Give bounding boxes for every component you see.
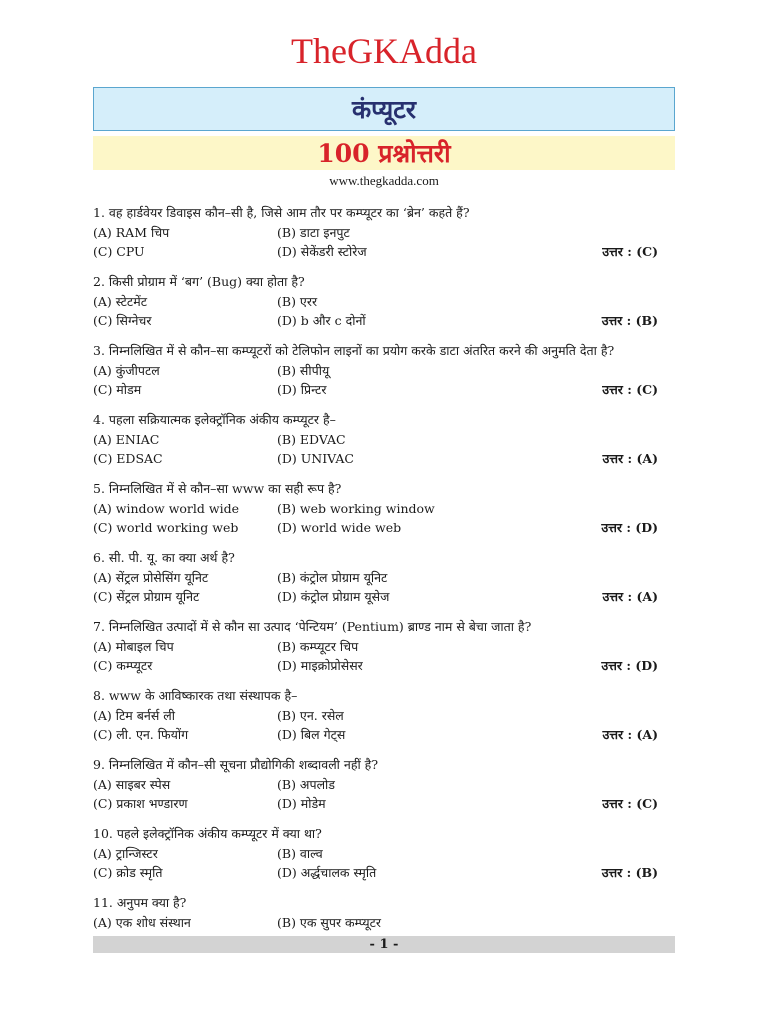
option-d: (D) प्रिन्टर [277, 382, 327, 397]
option-a: (A) स्टेटमेंट [93, 293, 147, 309]
answer-label: उत्तर : (D) [601, 520, 658, 535]
question-text: 1. वह हार्डवेयर डिवाइस कौन–सी है, जिसे आम तौर पर कम्प्यूटर का ‘ब्रेन’ कहते हैं? [93, 205, 470, 220]
option-a: (A) ENIAC [93, 431, 160, 447]
option-b: (B) एन. रसेल [277, 707, 344, 723]
answer-label: उत्तर : (B) [601, 313, 658, 328]
option-d: (D) UNIVAC [277, 451, 354, 466]
option-c: (C) EDSAC [93, 451, 163, 466]
option-c: (C) कम्प्यूटर [93, 658, 153, 673]
option-d: (D) सेकेंडरी स्टोरेज [277, 244, 367, 259]
option-b: (B) सीपीयू [277, 362, 330, 378]
option-d: (D) बिल गेट्स [277, 727, 346, 742]
option-c: (C) ली. एन. फियोंग [93, 727, 189, 742]
option-a: (A) मोबाइल चिप [93, 638, 174, 654]
question-block [93, 686, 673, 745]
option-b: (B) कंट्रोल प्रोग्राम यूनिट [277, 569, 388, 585]
option-d: (D) माइक्रोप्रोसेसर [277, 658, 363, 673]
option-b: (B) डाटा इनपुट [277, 224, 350, 240]
option-b: (B) अपलोड [277, 776, 335, 792]
answer-label: उत्तर : (D) [601, 658, 658, 673]
question-block [93, 272, 673, 331]
question-text: 6. सी. पी. यू. का क्या अर्थ है? [93, 550, 235, 565]
question-block [93, 479, 673, 538]
option-c: (C) मोडम [93, 382, 142, 397]
answer-label: उत्तर : (A) [602, 727, 658, 742]
question-block [93, 203, 673, 262]
question-text: 7. निम्नलिखित उत्पादों में से कौन सा उत्पाद ‘पेन्टियम’ (Pentium) ब्राण्ड नाम से बेचा जाता है? [93, 619, 532, 634]
page-subtitle [93, 136, 675, 170]
question-block [93, 617, 673, 676]
page-title-text: कंप्यूटर [351, 95, 417, 124]
question-block [93, 410, 673, 469]
page-subtitle-text: 100 प्रश्नोत्तरी [317, 139, 451, 168]
option-c: (C) world working web [93, 520, 239, 535]
option-a: (A) साइबर स्पेस [93, 776, 171, 792]
question-block [93, 341, 673, 400]
option-a: (A) कुंजीपटल [93, 362, 160, 378]
option-c: (C) प्रकाश भण्डारण [93, 796, 188, 811]
answer-label: उत्तर : (A) [602, 589, 658, 604]
question-text: 5. निम्नलिखित में से कौन–सा www का सही रूप है? [93, 481, 342, 496]
option-c: (C) सिग्नेचर [93, 313, 152, 328]
option-c: (C) क्रोड स्मृति [93, 865, 163, 880]
question-block [93, 824, 673, 883]
answer-label: उत्तर : (C) [602, 244, 658, 259]
page-number: - 1 - [93, 936, 675, 953]
option-a: (A) एक शोध संस्थान [93, 914, 191, 930]
question-text: 3. निम्नलिखित में से कौन–सा कम्प्यूटरों को टेलिफोन लाइनों का प्रयोग करके डाटा अंतरित करने की अनुमति देता है? [93, 343, 615, 358]
option-a: (A) window world wide [93, 500, 239, 516]
answer-label: उत्तर : (B) [601, 865, 658, 880]
question-text: 11. अनुपम क्या है? [93, 895, 187, 910]
question-block [93, 548, 673, 607]
option-d: (D) b और c दोनों [277, 313, 366, 328]
answer-label: उत्तर : (C) [602, 382, 658, 397]
option-a: (A) सेंट्रल प्रोसेसिंग यूनिट [93, 569, 209, 585]
option-c: (C) सेंट्रल प्रोग्राम यूनिट [93, 589, 200, 604]
option-b: (B) एरर [277, 293, 318, 309]
question-block [93, 755, 673, 814]
option-d: (D) मोडेम [277, 796, 326, 811]
option-b: (B) वाल्व [277, 845, 323, 861]
option-d: (D) world wide web [277, 520, 402, 535]
option-b: (B) EDVAC [277, 431, 346, 447]
page-title [93, 87, 675, 131]
option-a: (A) RAM चिप [93, 224, 170, 240]
brand-title: TheGKAdda [291, 31, 477, 71]
question-text: 8. www के आविष्कारक तथा संस्थापक है– [93, 688, 298, 703]
question-text: 4. पहला सक्रियात्मक इलेक्ट्रॉनिक अंकीय कम्प्यूटर है– [93, 412, 336, 427]
option-a: (A) टिम बर्नर्स ली [93, 707, 175, 723]
question-text: 10. पहले इलेक्ट्रॉनिक अंकीय कम्प्यूटर में क्या था? [93, 826, 322, 841]
question-text: 2. किसी प्रोग्राम में ‘बग’ (Bug) क्या होता है? [93, 274, 305, 289]
answer-label: उत्तर : (C) [602, 796, 658, 811]
option-c: (C) CPU [93, 244, 145, 259]
answer-label: उत्तर : (A) [602, 451, 658, 466]
option-d: (D) अर्द्धचालक स्मृति [277, 865, 377, 880]
question-block [93, 893, 673, 932]
question-text: 9. निम्नलिखित में कौन–सी सूचना प्रौद्योगिकी शब्दावली नहीं है? [93, 757, 379, 772]
option-b: (B) web working window [277, 500, 435, 516]
option-d: (D) कंट्रोल प्रोग्राम यूसेज [277, 589, 390, 604]
option-a: (A) ट्रान्जिस्टर [93, 845, 158, 861]
option-b: (B) एक सुपर कम्प्यूटर [277, 914, 382, 930]
website-url: www.thegkadda.com [329, 173, 439, 188]
option-b: (B) कम्प्यूटर चिप [277, 638, 359, 654]
